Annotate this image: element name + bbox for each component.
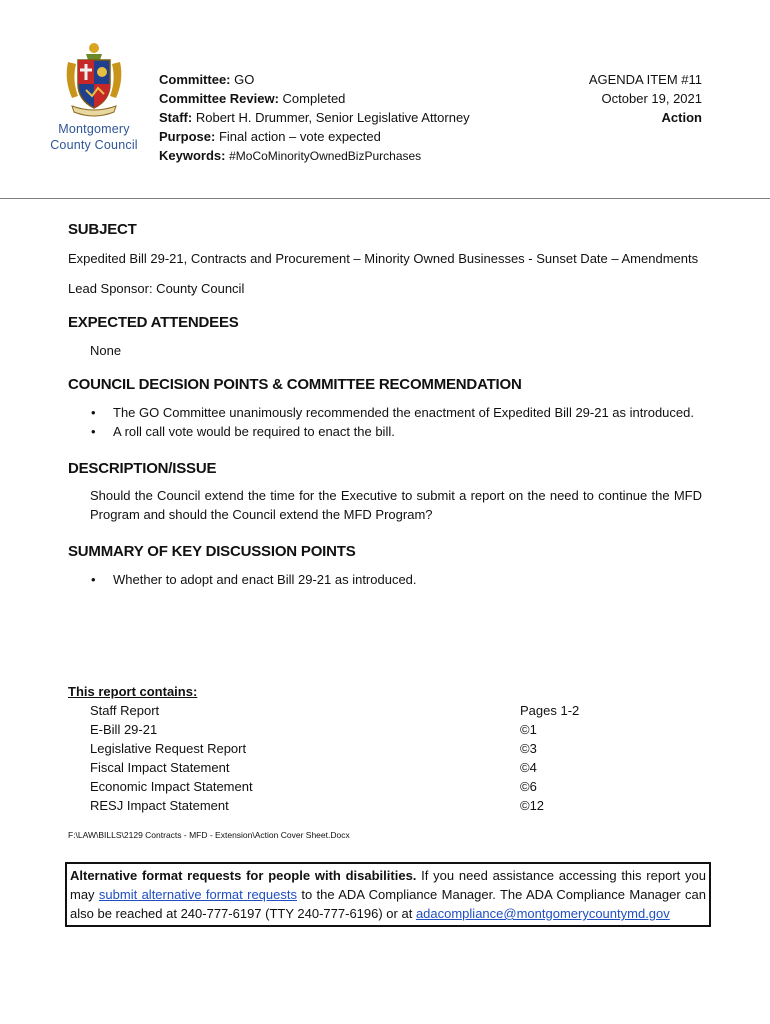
keywords-label: Keywords: — [159, 148, 226, 163]
purpose-label: Purpose: — [159, 129, 216, 144]
subject-heading: SUBJECT — [68, 221, 137, 238]
list-item: • The GO Committee unanimously recommended the enactment of Expedited Bill 29-21 as introduced. — [91, 405, 694, 420]
report-item-pages: ©1 — [520, 722, 537, 737]
agenda-block — [589, 70, 702, 127]
table-row — [90, 701, 579, 720]
report-item-pages: ©3 — [520, 741, 537, 756]
ada-text-2: to the ADA Compliance Manager. The ADA Compliance Manager can also be reached at 240-777-6197 (TTY 240-777-6196) or at — [70, 887, 707, 921]
purpose-value: Final action – vote expected — [218, 129, 381, 144]
alternative-format-link[interactable]: submit alternative format requests — [98, 887, 297, 902]
list-item: • Whether to adopt and enact Bill 29-21 as introduced. — [91, 572, 417, 587]
purpose-row — [159, 127, 470, 146]
agenda-action: Action — [661, 110, 702, 125]
summary-heading: SUMMARY OF KEY DISCUSSION POINTS — [68, 543, 356, 560]
header-divider — [0, 198, 770, 199]
org-name-line1: Montgomery — [58, 122, 130, 136]
keywords-row — [159, 146, 470, 166]
council-logo — [44, 40, 144, 153]
attendees-text: None — [90, 343, 122, 358]
list-item: • A roll call vote would be required to enact the bill. — [91, 424, 395, 439]
county-seal-icon — [62, 40, 126, 118]
staff-row — [159, 108, 470, 127]
ada-notice-box — [65, 862, 711, 927]
agenda-item: AGENDA ITEM #11 — [588, 72, 702, 87]
report-item-name: RESJ Impact Statement — [90, 798, 229, 813]
description-heading: DESCRIPTION/ISSUE — [68, 460, 217, 477]
decision-heading: COUNCIL DECISION POINTS & COMMITTEE RECOMMENDATION — [68, 376, 522, 393]
decision-list — [68, 403, 702, 441]
table-row — [90, 739, 579, 758]
report-item-name: E-Bill 29-21 — [90, 722, 158, 737]
lead-sponsor: Lead Sponsor: County Council — [68, 281, 245, 296]
report-item-name: Staff Report — [90, 703, 160, 718]
committee-value: GO — [234, 72, 255, 87]
keywords-value: #MoCoMinorityOwnedBizPurchases — [229, 149, 422, 163]
report-item-name: Economic Impact Statement — [90, 779, 253, 794]
staff-value: Robert H. Drummer, Senior Legislative Attorney — [195, 110, 470, 125]
ada-text-1: If you need assistance accessing this report you may — [70, 868, 706, 902]
subject-text: Expedited Bill 29-21, Contracts and Procurement – Minority Owned Businesses - Sunset Date – Amendments — [68, 251, 699, 266]
report-item-pages: ©4 — [520, 760, 537, 775]
report-item-name: Fiscal Impact Statement — [90, 760, 230, 775]
review-row — [159, 89, 470, 108]
description-text: Should the Council extend the time for the Executive to submit a report on the need to continue the MFD Program and should the Council extend the MFD Program? — [90, 488, 702, 522]
org-name-line2: County Council — [50, 138, 138, 152]
report-table — [90, 701, 579, 815]
review-label: Committee Review: — [159, 91, 279, 106]
report-item-pages: Pages 1-2 — [520, 703, 580, 718]
table-row — [90, 796, 579, 815]
committee-label: Committee: — [159, 72, 231, 87]
table-row — [90, 720, 579, 739]
file-path: F:\LAW\BILLS\2129 Contracts - MFD - Extension\Action Cover Sheet.Docx — [68, 830, 350, 840]
report-item-pages: ©12 — [520, 798, 545, 813]
ada-intro: Alternative format requests for people with disabilities. — [70, 868, 417, 883]
committee-meta — [159, 70, 470, 166]
table-row — [90, 758, 579, 777]
summary-list — [68, 570, 702, 589]
report-title: This report contains: — [68, 684, 198, 699]
ada-email-link[interactable]: adacompliance@montgomerycountymd.gov — [415, 906, 670, 921]
staff-label: Staff: — [159, 110, 193, 125]
committee-row — [159, 70, 470, 89]
attendees-heading: EXPECTED ATTENDEES — [68, 314, 239, 331]
report-contents — [68, 682, 702, 815]
table-row — [90, 777, 579, 796]
report-item-pages: ©6 — [520, 779, 537, 794]
report-item-name: Legislative Request Report — [90, 741, 247, 756]
main-content — [68, 219, 702, 589]
agenda-date: October 19, 2021 — [601, 91, 702, 106]
review-value: Completed — [282, 91, 346, 106]
